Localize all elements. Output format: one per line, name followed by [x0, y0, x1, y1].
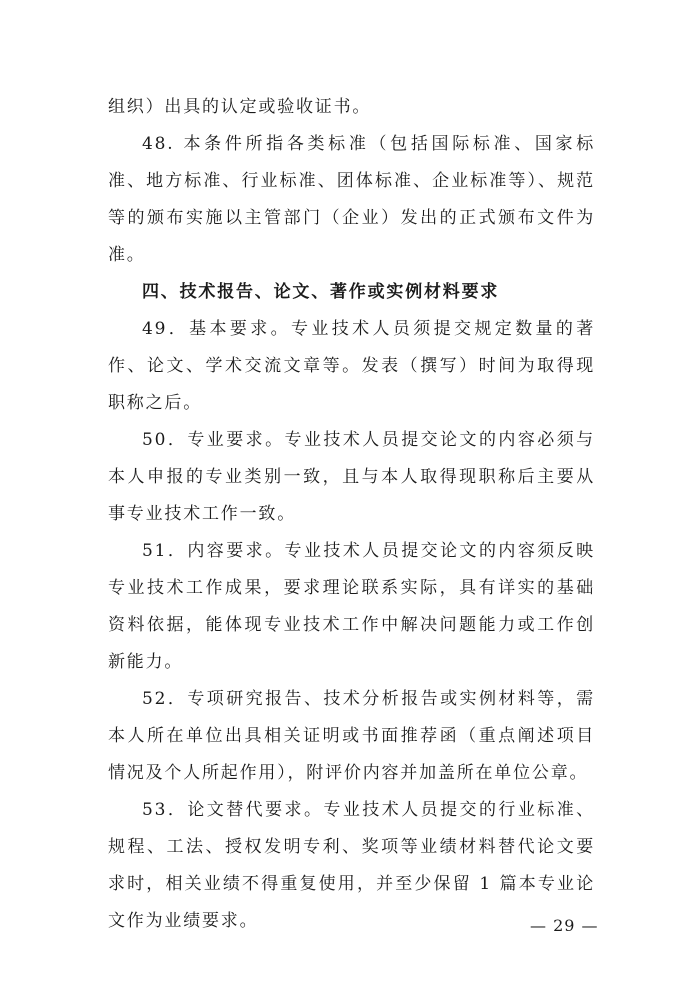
paragraph-52: 52．专项研究报告、技术分析报告或实例材料等，需本人所在单位出具相关证明或书面推荐函（重点阐述项目情况及个人所起作用），附评价内容并加盖所在单位公章。 [108, 689, 595, 783]
page-number: — 29 — [530, 916, 599, 935]
paragraph-49: 49．基本要求。专业技术人员须提交规定数量的著作、论文、学术交流文章等。发表（撰写）时间为取得现职称之后。 [108, 319, 595, 413]
document-body [108, 89, 595, 940]
paragraph-51: 51．内容要求。专业技术人员提交论文的内容须反映专业技术工作成果，要求理论联系实际，具有详实的基础资料依据，能体现专业技术工作中解决问题能力或工作创新能力。 [108, 541, 595, 672]
paragraph-continuation: 组织）出具的认定或验收证书。 [108, 97, 372, 117]
paragraph-50: 50．专业要求。专业技术人员提交论文的内容必须与本人申报的专业类别一致，且与本人取得现职称后主要从事专业技术工作一致。 [108, 430, 595, 524]
paragraph-53: 53．论文替代要求。专业技术人员提交的行业标准、规程、工法、授权发明专利、奖项等业绩材料替代论文要求时，相关业绩不得重复使用，并至少保留 1 篇本专业论文作为业绩要求。 [108, 800, 595, 931]
paragraph-48: 48. 本条件所指各类标准（包括国际标准、国家标准、地方标准、行业标准、团体标准、企业标准等）、规范等的颁布实施以主管部门（企业）发出的正式颁布文件为准。 [108, 134, 595, 265]
section-heading: 四、技术报告、论文、著作或实例材料要求 [142, 282, 500, 302]
